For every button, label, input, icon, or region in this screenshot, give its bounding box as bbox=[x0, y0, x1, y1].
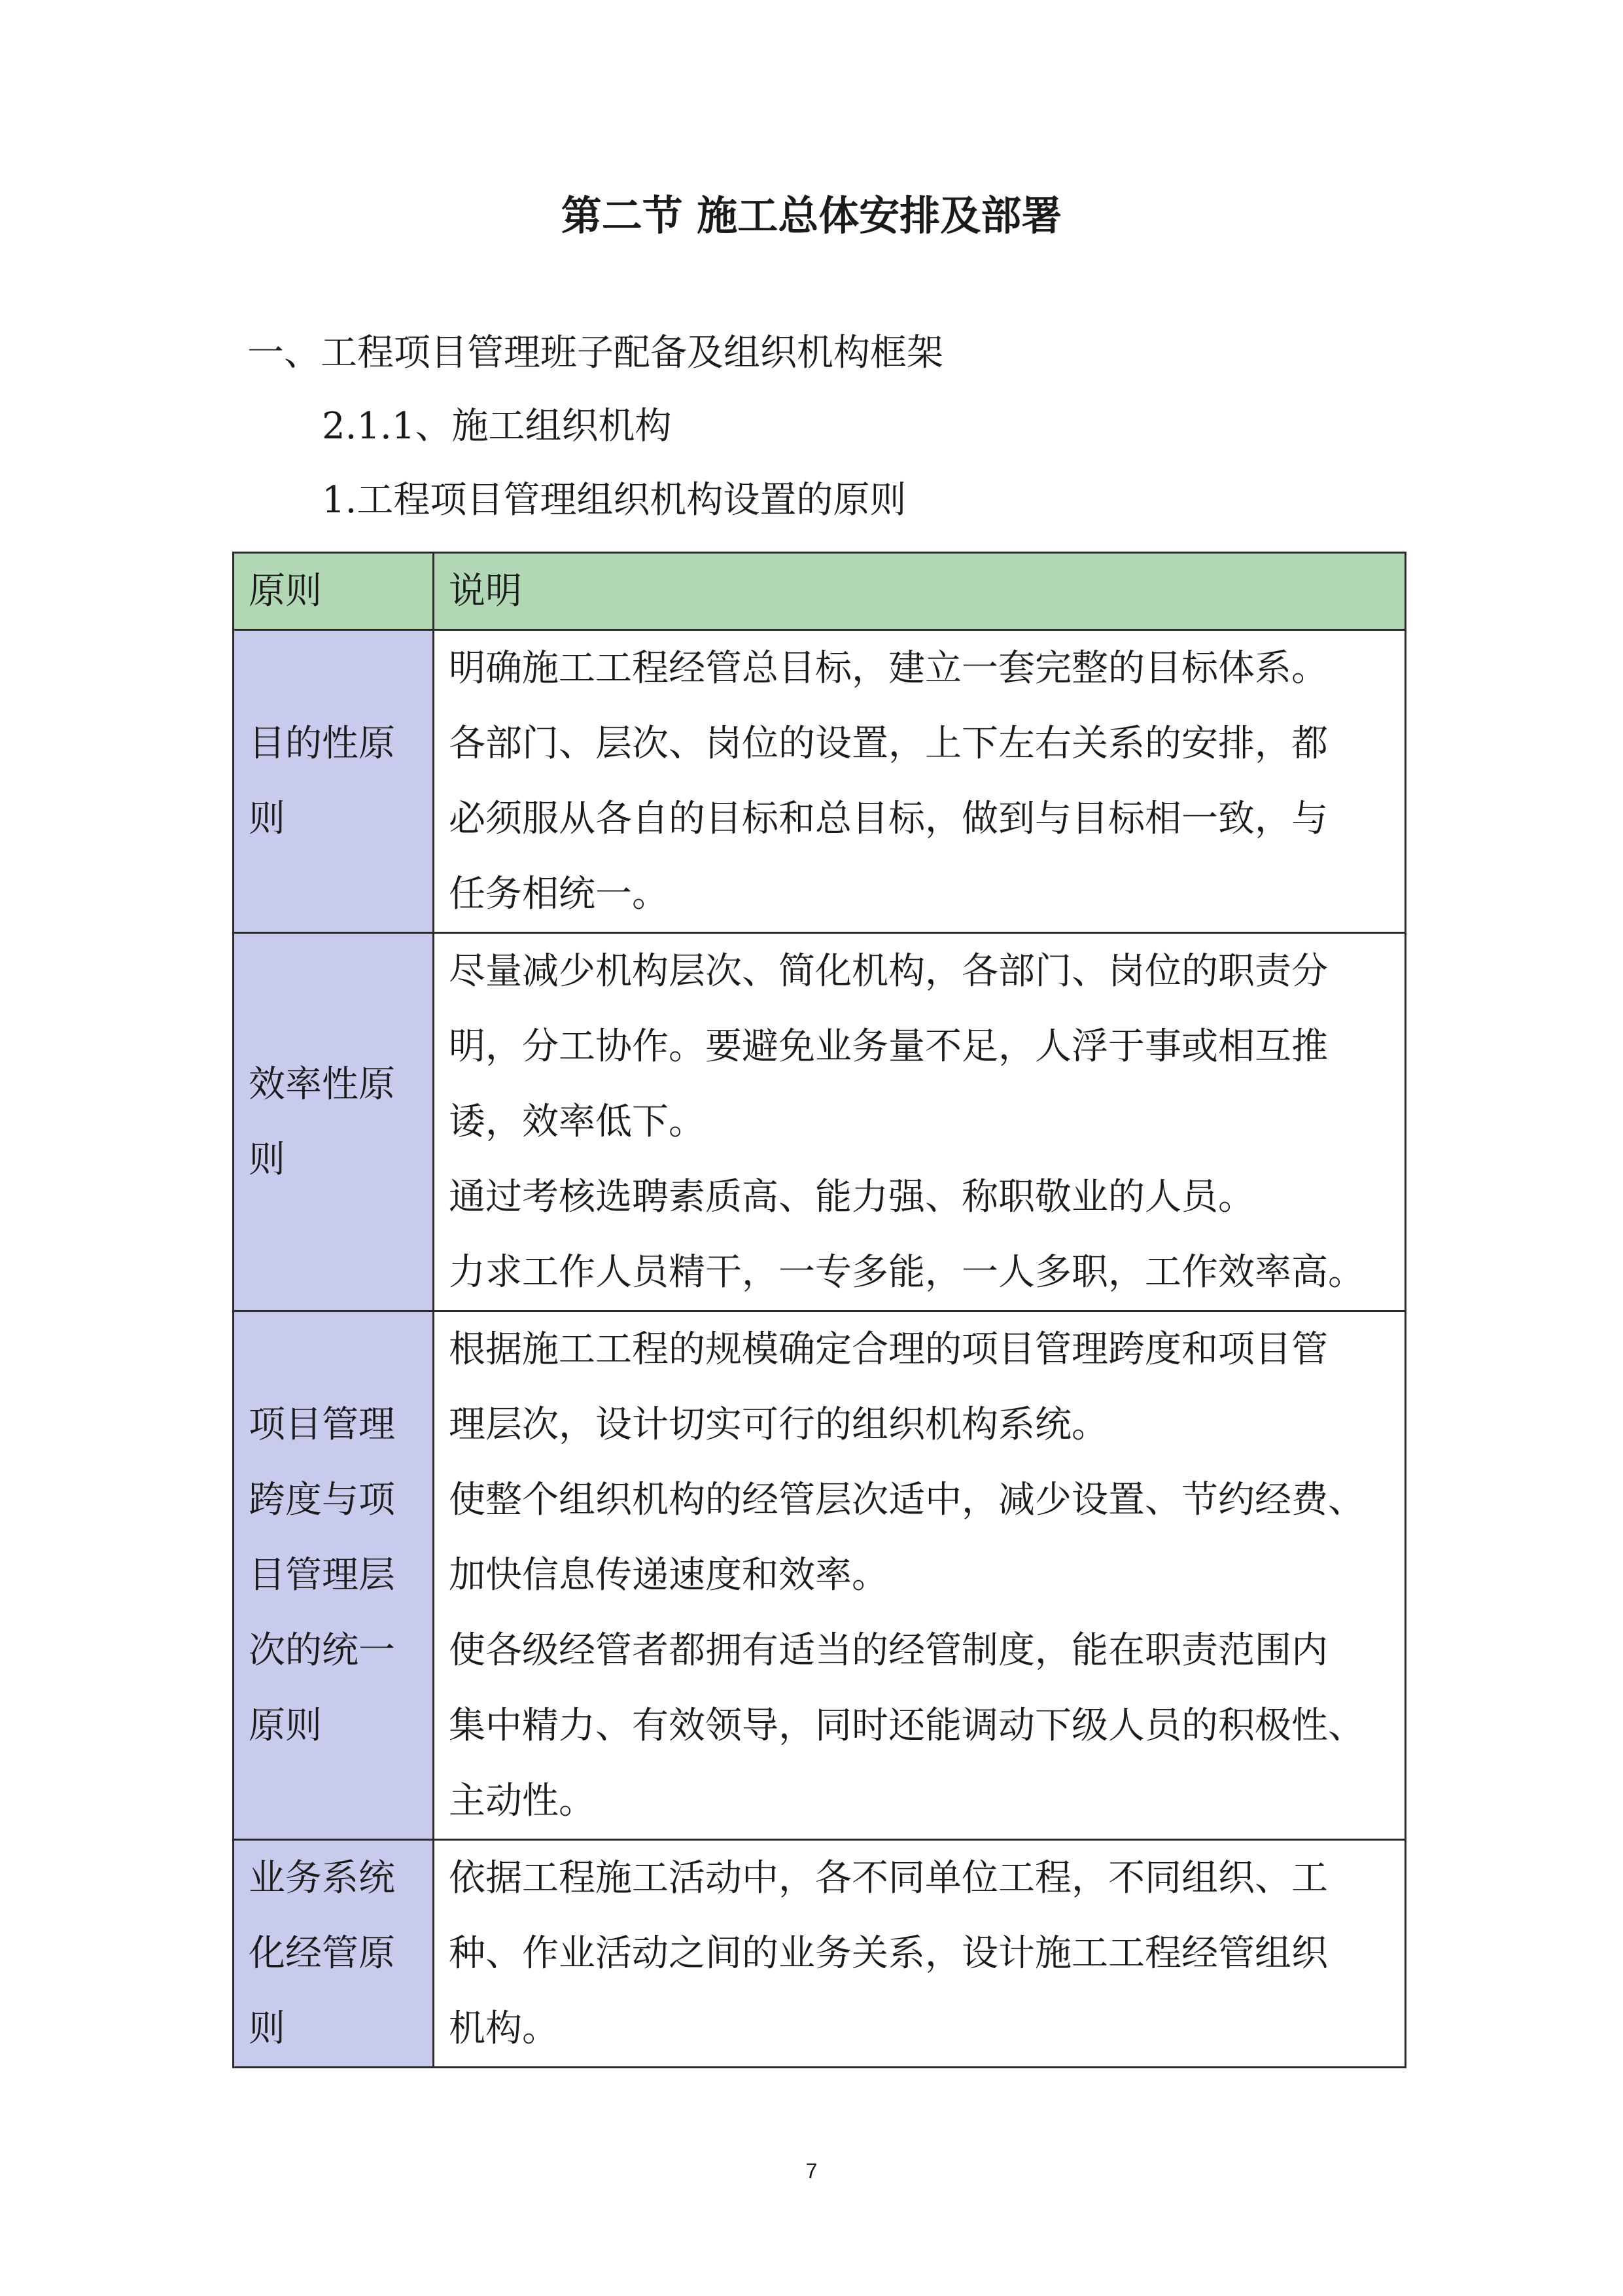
table-row bbox=[234, 933, 1406, 1311]
table-row bbox=[234, 1311, 1406, 1840]
description-line: 根据施工工程的规模确定合理的项目管理跨度和项目管 bbox=[449, 1328, 1328, 1371]
description-line: 诿，效率低下。 bbox=[449, 1101, 705, 1143]
principle-name-line: 次的统一 bbox=[249, 1629, 395, 1672]
description-line: 各部门、层次、岗位的设置，上下左右关系的安排，都 bbox=[449, 722, 1328, 765]
description-line: 必须服从各自的目标和总目标，做到与目标相一致，与 bbox=[449, 798, 1328, 840]
description-line: 使各级经管者都拥有适当的经管制度，能在职责范围内 bbox=[449, 1629, 1328, 1672]
principle-name-cell bbox=[234, 933, 434, 1311]
principle-name-line: 业务系统 bbox=[249, 1857, 395, 1899]
description-line: 主动性。 bbox=[449, 1780, 595, 1822]
principle-name-line: 目的性原 bbox=[249, 722, 395, 765]
principles-table bbox=[232, 552, 1406, 2068]
header-description: 说明 bbox=[434, 553, 1406, 630]
heading-level-2: 2.1.1、施工组织机构 bbox=[322, 405, 672, 448]
table-body bbox=[234, 630, 1406, 2068]
table-row bbox=[234, 630, 1406, 933]
description-line: 力求工作人员精干，一专多能，一人多职，工作效率高。 bbox=[449, 1251, 1365, 1294]
heading-level-3: 1.工程项目管理组织机构设置的原则 bbox=[322, 479, 907, 521]
principle-name-cell bbox=[234, 1840, 434, 2068]
description-line: 使整个组织机构的经管层次适中，减少设置、节约经费、 bbox=[449, 1479, 1365, 1521]
principle-name-line: 效率性原 bbox=[249, 1063, 395, 1106]
table-header-row bbox=[234, 553, 1406, 630]
principle-description-cell bbox=[434, 1840, 1406, 2068]
description-line: 理层次，设计切实可行的组织机构系统。 bbox=[449, 1404, 1108, 1446]
description-line: 任务相统一。 bbox=[449, 873, 669, 915]
description-line: 集中精力、有效领导，同时还能调动下级人员的积极性、 bbox=[449, 1704, 1365, 1747]
heading-level-1: 一、工程项目管理班子配备及组织机构框架 bbox=[247, 332, 943, 374]
header-principle: 原则 bbox=[234, 553, 434, 630]
principle-name-line: 项目管理 bbox=[249, 1404, 395, 1446]
principle-name-line: 化经管原 bbox=[249, 1932, 395, 1975]
description-line: 种、作业活动之间的业务关系，设计施工工程经管组织 bbox=[449, 1932, 1328, 1975]
principle-description-cell bbox=[434, 933, 1406, 1311]
principle-name-line: 目管理层 bbox=[249, 1554, 395, 1597]
description-line: 明，分工协作。要避免业务量不足，人浮于事或相互推 bbox=[449, 1025, 1328, 1068]
description-line: 机构。 bbox=[449, 2007, 559, 2050]
description-line: 尽量减少机构层次、简化机构，各部门、岗位的职责分 bbox=[449, 950, 1328, 993]
section-title: 第二节 施工总体安排及部署 bbox=[561, 192, 1062, 239]
description-line: 明确施工工程经管总目标，建立一套完整的目标体系。 bbox=[449, 647, 1328, 690]
table-row bbox=[234, 1840, 1406, 2068]
principle-name-line: 跨度与项 bbox=[249, 1479, 395, 1521]
principle-description-cell bbox=[434, 1311, 1406, 1840]
principle-name-line: 则 bbox=[249, 1138, 285, 1181]
principle-name-cell bbox=[234, 1311, 434, 1840]
description-line: 依据工程施工活动中，各不同单位工程，不同组织、工 bbox=[449, 1857, 1328, 1899]
principle-name-line: 则 bbox=[249, 2007, 285, 2050]
principle-name-line: 则 bbox=[249, 798, 285, 840]
principle-name-line: 原则 bbox=[249, 1704, 322, 1747]
principle-description-cell bbox=[434, 630, 1406, 933]
principle-name-cell bbox=[234, 630, 434, 933]
description-line: 通过考核选聘素质高、能力强、称职敬业的人员。 bbox=[449, 1176, 1255, 1218]
description-line: 加快信息传递速度和效率。 bbox=[449, 1554, 888, 1597]
page-number: 7 bbox=[805, 2159, 818, 2183]
